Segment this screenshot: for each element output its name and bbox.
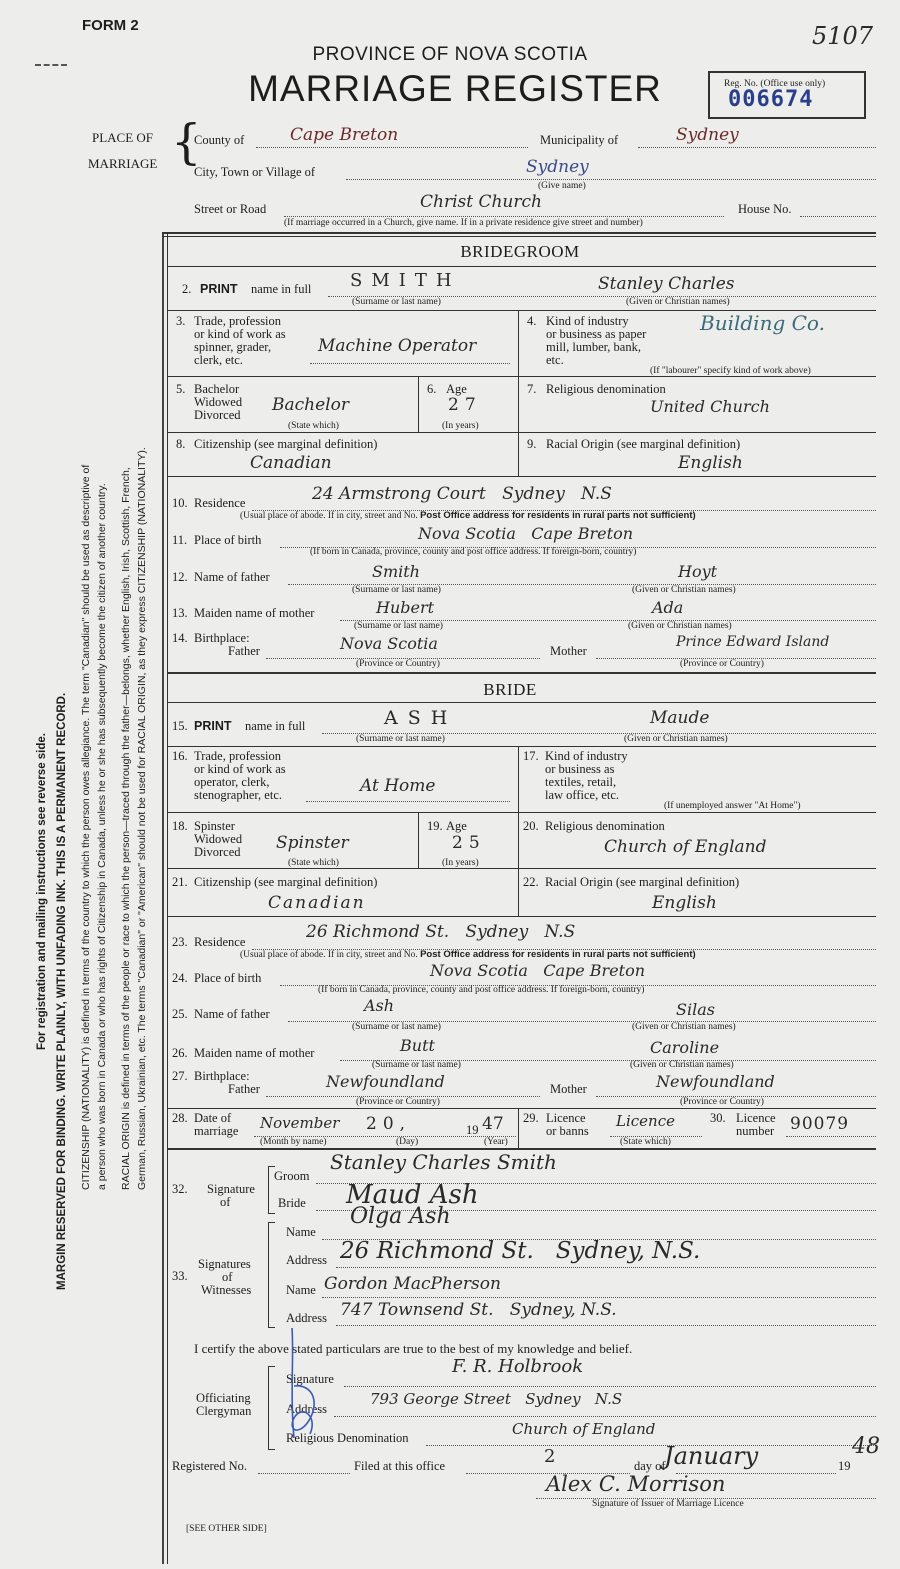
marriage-label: MARRIAGE (88, 156, 158, 171)
groom-bp-note: (Province or Country) (356, 659, 440, 669)
bride-mother-surname: Butt (400, 1036, 435, 1055)
witness-2-address: 747 Townsend St. Sydney, N.S. (340, 1300, 617, 1320)
bride-bp-father-label: Father (228, 1082, 260, 1096)
margin-line-2: MARGIN RESERVED FOR BINDING. WRITE PLAINLY, WITH UNFADING INK. THIS IS A PERMANENT RECORD. (56, 692, 68, 1290)
clergy-signature: F. R. Holbrook (452, 1356, 584, 1377)
groom-mother-num: 13. (172, 606, 188, 620)
groom-surname: SMITH (350, 270, 461, 291)
groom-father-surname: Smith (372, 562, 420, 581)
year-note: (Year) (484, 1137, 508, 1147)
groom-age-num: 6. (427, 382, 437, 396)
groom-trade-num: 3. (176, 314, 186, 328)
groom-residence-note-b: Post Office address for residents in rural parts not sufficient) (420, 510, 696, 521)
bride-citizenship-label: Citizenship (see marginal definition) (194, 875, 378, 889)
groom-trade-label-3: spinner, grader, (194, 340, 272, 354)
bride-sig-label: Bride (278, 1196, 306, 1210)
groom-father-label: Name of father (194, 570, 270, 584)
groom-racial-num: 9. (527, 437, 537, 451)
denomination-label: Religious Denomination (286, 1431, 409, 1445)
city-label: City, Town or Village of (194, 165, 316, 179)
wit-num: 33. (172, 1269, 188, 1283)
groom-signature: Stanley Charles Smith (330, 1150, 557, 1174)
bride-trade-label-3: operator, clerk, (194, 775, 270, 789)
bride-signature: Maud Ash (346, 1180, 479, 1210)
registered-label: Registered No. (172, 1459, 247, 1473)
groom-industry-label-4: etc. (546, 353, 564, 367)
bride-racial-num: 22. (523, 875, 539, 889)
groom-bp-note-2: (Province or Country) (680, 659, 764, 669)
registration-label: Reg. No. (Office use only) (724, 79, 826, 89)
groom-trade-label-1: Trade, profession (194, 314, 282, 328)
bride-father-surname-note: (Surname or last name) (352, 1022, 441, 1032)
place-brace-icon: { (171, 114, 202, 170)
bride-print-num: 15. (172, 719, 188, 733)
groom-bp-num: 14. (172, 631, 188, 645)
groom-age-note: (In years) (442, 421, 479, 431)
bride-birth-note: (If born in Canada, province, county and post office address. If foreign-born, country) (318, 985, 645, 995)
groom-print-bold: PRINT (200, 282, 238, 296)
issuer-label: Signature of Issuer of Marriage Licence (592, 1499, 744, 1509)
clergy-denomination: Church of England (512, 1420, 656, 1438)
groom-given: Stanley Charles (598, 274, 735, 294)
witness-1-name: Olga Ash (350, 1204, 451, 1229)
groom-status-label-1: Bachelor (194, 382, 240, 396)
groom-mother-surname: Hubert (376, 598, 435, 617)
groom-industry-num: 4. (527, 314, 537, 328)
municipality-value: Sydney (676, 125, 739, 145)
groom-mother-surname-note: (Surname or last name) (354, 621, 443, 631)
groom-status-label-2: Widowed (194, 395, 243, 409)
marriage-year-prefix: 19 (466, 1123, 479, 1137)
bride-birth-num: 24. (172, 971, 188, 985)
marriage-year: 47 (482, 1114, 504, 1134)
bride-status-num: 18. (172, 819, 188, 833)
groom-mother-given: Ada (652, 598, 684, 617)
groom-birth-note: (If born in Canada, province, county and post office address. If foreign-born, country) (310, 547, 637, 557)
bride-religion-label: Religious denomination (545, 819, 665, 833)
bride-print-bold: PRINT (194, 719, 232, 733)
licence-value: Licence (616, 1112, 675, 1130)
witness-1-address: 26 Richmond St. Sydney, N.S. (340, 1238, 701, 1264)
w2-address-label: Address (286, 1311, 327, 1325)
bride-age-label: Age (446, 819, 467, 833)
filed-year-prefix: 19 (838, 1459, 851, 1473)
groom-religion-label: Religious denomination (546, 382, 666, 396)
groom-residence: 24 Armstrong Court Sydney N.S (312, 484, 612, 504)
date-label-2: marriage (194, 1124, 239, 1138)
street-label: Street or Road (194, 202, 267, 216)
bride-bp-num: 27. (172, 1069, 188, 1083)
groom-bp-mother-label: Mother (550, 644, 587, 658)
groom-residence-note (240, 511, 696, 521)
licence-label-1: Licence (546, 1111, 586, 1125)
groom-trade-label-4: clerk, etc. (194, 353, 243, 367)
bride-bp-father: Newfoundland (326, 1072, 445, 1091)
day-of-label: day of (634, 1459, 666, 1473)
bride-trade-label-2: or kind of work as (194, 762, 286, 776)
bride-age-num: 19. (427, 819, 443, 833)
bride-bp-note-2: (Province or Country) (680, 1097, 764, 1107)
bride-trade-label-1: Trade, profession (194, 749, 282, 763)
bride-mother-surname-note: (Surname or last name) (372, 1060, 461, 1070)
wit-label-1: Signatures (198, 1257, 251, 1271)
licence-label-2: or banns (546, 1124, 589, 1138)
bride-bp-label: Birthplace: (194, 1069, 250, 1083)
groom-religion: United Church (650, 397, 770, 416)
groom-birth-label: Place of birth (194, 533, 262, 547)
licence-no-label-2: number (736, 1124, 775, 1138)
groom-industry-label-1: Kind of industry (546, 314, 629, 328)
bride-print-label: name in full (245, 719, 306, 733)
groom-father-given-note: (Given or Christian names) (632, 585, 736, 595)
groom-mother-label: Maiden name of mother (194, 606, 315, 620)
city-value: Sydney (526, 157, 589, 177)
blue-pen-flourish-icon (284, 1326, 326, 1446)
filed-year: 48 (852, 1434, 880, 1459)
licence-no-num: 30. (710, 1111, 726, 1125)
groom-status-num: 5. (176, 382, 186, 396)
bride-given-note: (Given or Christian names) (624, 734, 728, 744)
bride-bp-note: (Province or Country) (356, 1097, 440, 1107)
bride-given: Maude (650, 708, 710, 728)
groom-sig-label: Groom (274, 1169, 310, 1183)
county-value: Cape Breton (290, 125, 399, 145)
clergy-label-1: Officiating (196, 1391, 251, 1405)
groom-bp-label: Birthplace: (194, 631, 250, 645)
bride-bp-mother-label: Mother (550, 1082, 587, 1096)
groom-status: Bachelor (272, 395, 349, 415)
marriage-month: November (260, 1114, 340, 1132)
margin-line-6: German, Russian, Ukrainian, etc. The terms "Canadian" or "American" should not be used for RACIAL ORIGIN, as they express CITIZENSHIP (NATIONALITY). (136, 447, 148, 1190)
registration-number: 006674 (728, 87, 814, 112)
groom-bp-father: Nova Scotia (340, 634, 438, 653)
bride-mother-num: 26. (172, 1046, 188, 1060)
bride-religion-num: 20. (523, 819, 539, 833)
bride-residence-note (240, 950, 696, 960)
bride-religion: Church of England (604, 837, 767, 857)
groom-trade: Machine Operator (318, 336, 477, 356)
place-of-label: PLACE OF (92, 130, 154, 145)
w1-address-label: Address (286, 1253, 327, 1267)
groom-racial-label: Racial Origin (see marginal definition) (546, 437, 741, 451)
registration-box (708, 71, 866, 119)
witness-2-name: Gordon MacPherson (324, 1274, 501, 1294)
wit-label-3: Witnesses (201, 1283, 252, 1297)
street-value: Christ Church (420, 192, 542, 212)
bride-father-surname: Ash (364, 996, 395, 1015)
groom-residence-note-a: (Usual place of abode. If in city, street and No. (240, 511, 418, 521)
groom-citizenship-label: Citizenship (see marginal definition) (194, 437, 378, 451)
bride-surname: ASH (384, 707, 458, 729)
filed-day: 2 (544, 1446, 556, 1467)
witness-bracket (268, 1222, 275, 1328)
municipality-label: Municipality of (540, 133, 619, 147)
licence-no-label-1: Licence (736, 1111, 776, 1125)
w2-name-label: Name (286, 1283, 316, 1297)
bride-father-given: Silas (676, 1000, 715, 1019)
groom-birth-num: 11. (172, 533, 188, 547)
licence-number: 90079 (790, 1114, 850, 1134)
bride-industry-label-3: textiles, retail, (545, 775, 617, 789)
bride-status-label-2: Widowed (194, 832, 243, 846)
filed-label: Filed at this office (354, 1459, 446, 1473)
bride-industry-label-2: or business as (545, 762, 615, 776)
bride-citizenship-num: 21. (172, 875, 188, 889)
groom-print-label: name in full (251, 282, 312, 296)
bride-residence-label: Residence (194, 935, 246, 949)
groom-industry-label-2: or business as paper (546, 327, 647, 341)
groom-residence-label: Residence (194, 496, 246, 510)
groom-trade-label-2: or kind of work as (194, 327, 286, 341)
bride-status: Spinster (276, 833, 349, 853)
bride-trade-label-4: stenographer, etc. (194, 788, 283, 802)
bride-father-given-note: (Given or Christian names) (632, 1022, 736, 1032)
groom-age-label: Age (446, 382, 467, 396)
margin-line-1: For registration and mailing instructions see reverse side. (36, 733, 48, 1050)
bride-racial: English (652, 893, 717, 913)
bride-surname-note: (Surname or last name) (356, 734, 445, 744)
groom-industry-note: (If "labourer" specify kind of work above) (650, 366, 811, 376)
sig-label-1: Signature (207, 1182, 255, 1196)
bride-mother-given: Caroline (650, 1038, 720, 1057)
bride-age: 25 (452, 833, 486, 853)
bride-citizenship: Canadian (268, 893, 366, 913)
groom-industry: Building Co. (700, 311, 825, 335)
bride-industry-note: (If unemployed answer "At Home") (664, 801, 801, 811)
bride-bp-mother: Newfoundland (656, 1072, 775, 1091)
street-note: (If marriage occurred in a Church, give name. If in a private residence give street and number) (284, 218, 643, 228)
bride-residence-note-b: Post Office address for residents in rural parts not sufficient) (420, 949, 696, 960)
day-note: (Day) (396, 1137, 419, 1147)
punch-mark (35, 64, 67, 66)
groom-father-given: Hoyt (678, 562, 718, 581)
bride-birth: Nova Scotia Cape Breton (430, 961, 646, 980)
page-title: MARRIAGE REGISTER (248, 68, 662, 109)
bride-trade: At Home (360, 776, 436, 796)
groom-status-label-3: Divorced (194, 408, 241, 422)
see-other-side: [SEE OTHER SIDE] (186, 1524, 267, 1534)
bride-mother-given-note: (Given or Christian names) (630, 1060, 734, 1070)
bride-status-label-1: Spinster (194, 819, 235, 833)
groom-status-note: (State which) (288, 421, 339, 431)
bride-status-note: (State which) (288, 858, 339, 868)
groom-bp-mother: Prince Edward Island (676, 634, 830, 650)
clergy-label-2: Clergyman (196, 1404, 252, 1418)
issuer-signature: Alex C. Morrison (546, 1472, 726, 1496)
groom-citizenship-num: 8. (176, 437, 186, 451)
clergy-bracket (268, 1366, 275, 1450)
bride-industry-label-4: law office, etc. (545, 788, 620, 802)
groom-racial: English (678, 453, 743, 473)
clergy-signature-label: Signature (286, 1372, 334, 1386)
form-number: FORM 2 (82, 17, 139, 34)
bridegroom-heading: BRIDEGROOM (460, 242, 580, 261)
date-num: 28. (172, 1111, 188, 1125)
groom-bp-father-label: Father (228, 644, 260, 658)
bride-mother-label: Maiden name of mother (194, 1046, 315, 1060)
groom-surname-note: (Surname or last name) (352, 297, 441, 307)
groom-given-note: (Given or Christian names) (626, 297, 730, 307)
bride-residence-note-a: (Usual place of abode. If in city, street and No. (240, 950, 418, 960)
clergy-address: 793 George Street Sydney N.S (370, 1390, 623, 1408)
groom-birth: Nova Scotia Cape Breton (418, 524, 634, 543)
margin-line-3: CITIZENSHIP (NATIONALITY) is defined in terms of the country to which the person owes allegiance. The term "Canadian" should be used as descriptive of (80, 464, 92, 1190)
bride-status-label-3: Divorced (194, 845, 241, 859)
province-title: PROVINCE OF NOVA SCOTIA (312, 44, 588, 65)
groom-father-num: 12. (172, 570, 188, 584)
bride-birth-label: Place of birth (194, 971, 262, 985)
bride-father-label: Name of father (194, 1007, 270, 1021)
filed-month: January (664, 1442, 759, 1470)
reference-note: 5107 (812, 22, 874, 50)
certify-text: I certify the above stated particulars are true to the best of my knowledge and belief. (194, 1341, 633, 1356)
groom-mother-given-note: (Given or Christian names) (628, 621, 732, 631)
bride-residence-num: 23. (172, 935, 188, 949)
bride-heading: BRIDE (483, 680, 537, 699)
month-note: (Month by name) (260, 1137, 327, 1147)
bride-trade-num: 16. (172, 749, 188, 763)
groom-residence-num: 10. (172, 496, 188, 510)
wit-label-2: of (222, 1270, 233, 1284)
groom-religion-num: 7. (527, 382, 537, 396)
groom-citizenship: Canadian (250, 453, 332, 473)
give-name-note: (Give name) (538, 181, 586, 191)
licence-num: 29. (523, 1111, 539, 1125)
marriage-day: 20, (366, 1114, 412, 1134)
sig-label-2: of (220, 1195, 231, 1209)
sig-num: 32. (172, 1182, 188, 1196)
bride-age-note: (In years) (442, 858, 479, 868)
margin-line-4: a person who was born in Canada or who has rights of Citizenship in Canada, unless he or she has subsequently become the citizen of another country. (96, 483, 108, 1190)
groom-father-surname-note: (Surname or last name) (352, 585, 441, 595)
bride-industry-num: 17. (523, 749, 539, 763)
bride-father-num: 25. (172, 1007, 188, 1021)
date-label-1: Date of (194, 1111, 232, 1125)
bride-industry-label-1: Kind of industry (545, 749, 628, 763)
clergy-address-label: Address (286, 1402, 327, 1416)
bride-racial-label: Racial Origin (see marginal definition) (545, 875, 740, 889)
licence-note: (State which) (620, 1137, 671, 1147)
w1-name-label: Name (286, 1225, 316, 1239)
county-label: County of (194, 133, 245, 147)
groom-industry-label-3: mill, lumber, bank, (546, 340, 641, 354)
groom-print-num: 2. (182, 282, 192, 296)
bride-residence: 26 Richmond St. Sydney N.S (306, 922, 576, 942)
house-label: House No. (738, 202, 792, 216)
margin-line-5: RACIAL ORIGIN is defined in terms of the people or race to which the person—traced through the father—belongs, whether English, Irish, Scottish, French, (120, 467, 132, 1190)
groom-age: 27 (448, 395, 482, 415)
